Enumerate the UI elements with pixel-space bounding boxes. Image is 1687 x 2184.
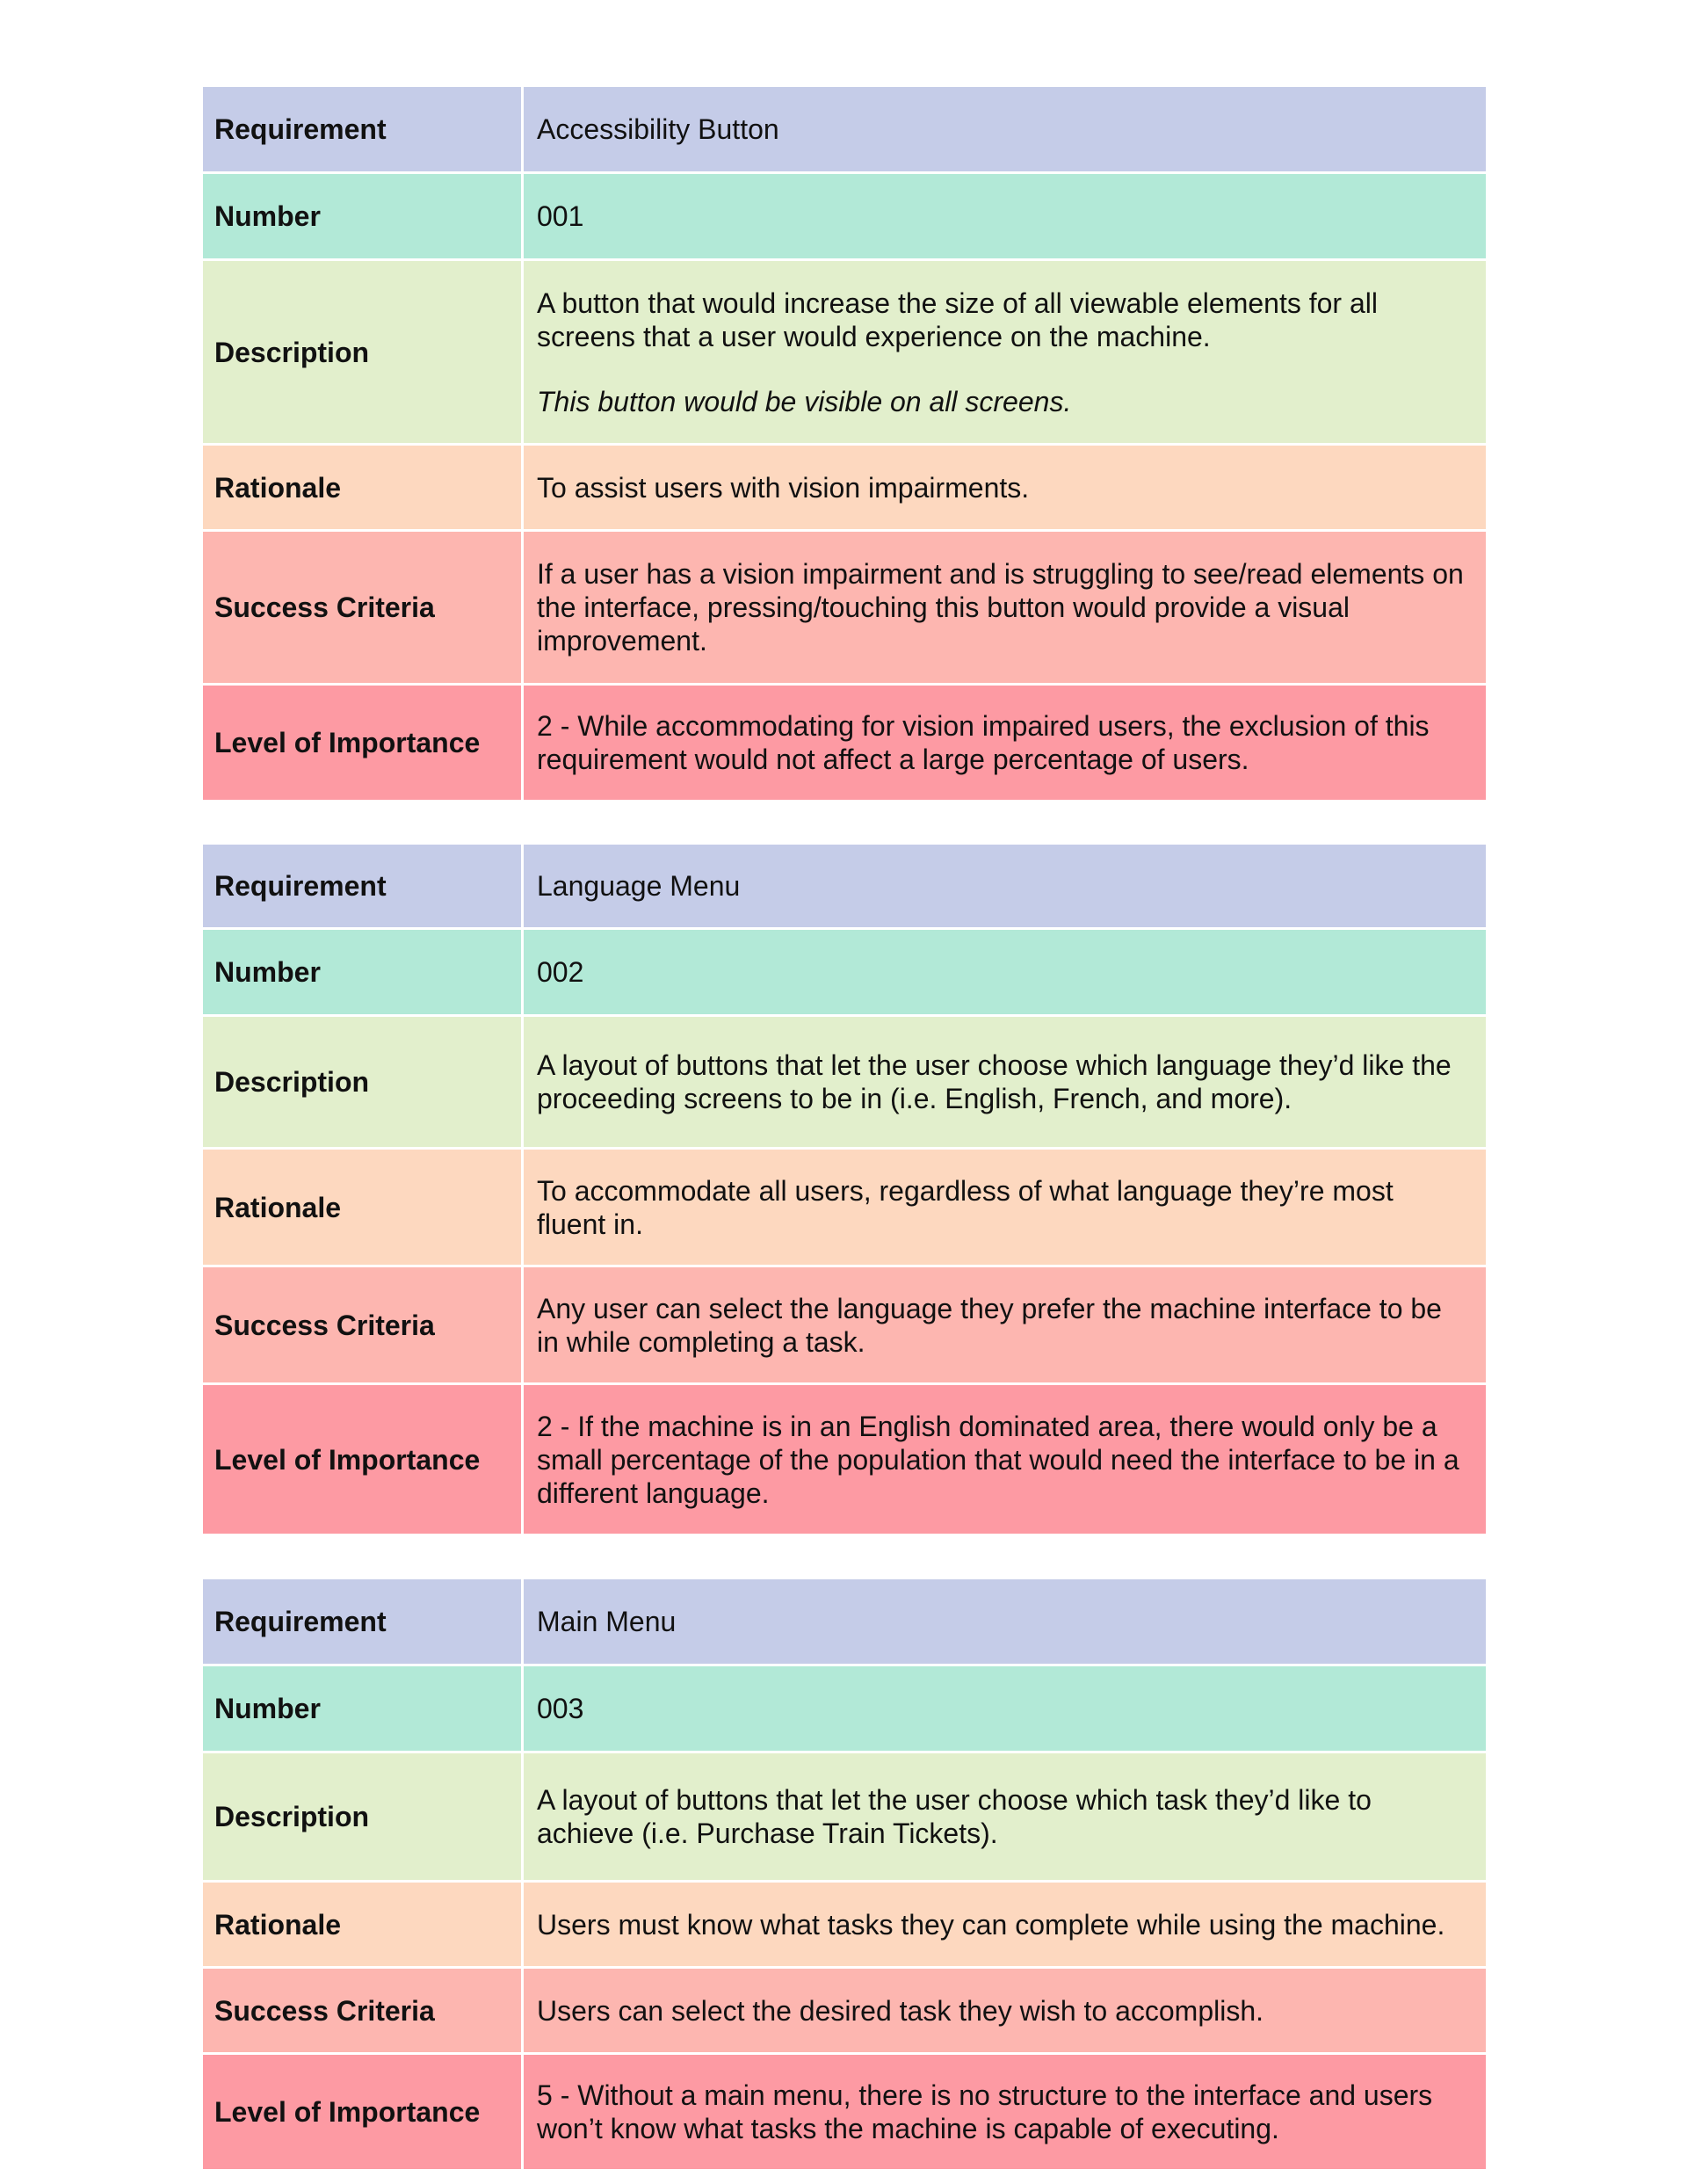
- description-value: A layout of buttons that let the user choose which language they’d like the proceeding screens to be in (i.e. English, French, and more).: [523, 1016, 1488, 1149]
- level-of-importance-label: Level of Importance: [202, 2054, 523, 2171]
- rationale-label: Rationale: [202, 445, 523, 531]
- table-row: [202, 1882, 1488, 1968]
- requirement-label: Requirement: [202, 1578, 523, 1665]
- level-of-importance-label: Level of Importance: [202, 1384, 523, 1535]
- description-text: A button that would increase the size of all viewable elements for all screens that a user would experience on the machine.: [537, 287, 1378, 352]
- table-row: [202, 86, 1488, 173]
- requirement-label: Requirement: [202, 86, 523, 173]
- table-row: [202, 1968, 1488, 2054]
- level-of-importance-label: Level of Importance: [202, 685, 523, 802]
- description-label: Description: [202, 1752, 523, 1882]
- requirement-value: Language Menu: [523, 844, 1488, 929]
- success-criteria-label: Success Criteria: [202, 1968, 523, 2054]
- document-page: [200, 84, 1488, 2172]
- description-label: Description: [202, 1016, 523, 1149]
- table-row: [202, 173, 1488, 260]
- description-value: [523, 260, 1488, 445]
- rationale-value: To assist users with vision impairments.: [523, 445, 1488, 531]
- number-label: Number: [202, 929, 523, 1016]
- number-value: 003: [523, 1665, 1488, 1752]
- requirement-label: Requirement: [202, 844, 523, 929]
- number-value: 001: [523, 173, 1488, 260]
- success-criteria-label: Success Criteria: [202, 1266, 523, 1384]
- table-row: [202, 844, 1488, 929]
- table-row: [202, 685, 1488, 802]
- number-value: 002: [523, 929, 1488, 1016]
- rationale-value: Users must know what tasks they can complete while using the machine.: [523, 1882, 1488, 1968]
- table-row: [202, 1578, 1488, 1665]
- success-criteria-value: Any user can select the language they prefer the machine interface to be in while completing a task.: [523, 1266, 1488, 1384]
- requirement-table: [200, 1577, 1488, 2172]
- table-row: [202, 445, 1488, 531]
- requirement-table: [200, 842, 1488, 1536]
- requirement-table: [200, 84, 1488, 802]
- description-label: Description: [202, 260, 523, 445]
- level-of-importance-value: 5 - Without a main menu, there is no structure to the interface and users won’t know what tasks the machine is capable of executing.: [523, 2054, 1488, 2171]
- level-of-importance-value: 2 - If the machine is in an English dominated area, there would only be a small percentage of the population that would need the interface to be in a different language.: [523, 1384, 1488, 1535]
- table-row: [202, 1384, 1488, 1535]
- success-criteria-value: If a user has a vision impairment and is struggling to see/read elements on the interface, pressing/touching this button would provide a visual improvement.: [523, 531, 1488, 685]
- number-label: Number: [202, 1665, 523, 1752]
- requirement-value: Accessibility Button: [523, 86, 1488, 173]
- rationale-label: Rationale: [202, 1149, 523, 1266]
- rationale-label: Rationale: [202, 1882, 523, 1968]
- table-row: [202, 531, 1488, 685]
- table-row: [202, 1665, 1488, 1752]
- description-value: A layout of buttons that let the user choose which task they’d like to achieve (i.e. Purchase Train Tickets).: [523, 1752, 1488, 1882]
- table-row: [202, 1149, 1488, 1266]
- requirement-value: Main Menu: [523, 1578, 1488, 1665]
- level-of-importance-value: 2 - While accommodating for vision impaired users, the exclusion of this requirement would not affect a large percentage of users.: [523, 685, 1488, 802]
- table-row: [202, 1752, 1488, 1882]
- description-note: This button would be visible on all screens.: [537, 385, 1072, 417]
- table-row: [202, 1016, 1488, 1149]
- table-row: [202, 929, 1488, 1016]
- table-row: [202, 260, 1488, 445]
- success-criteria-label: Success Criteria: [202, 531, 523, 685]
- table-row: [202, 1266, 1488, 1384]
- table-row: [202, 2054, 1488, 2171]
- number-label: Number: [202, 173, 523, 260]
- success-criteria-value: Users can select the desired task they wish to accomplish.: [523, 1968, 1488, 2054]
- rationale-value: To accommodate all users, regardless of what language they’re most fluent in.: [523, 1149, 1488, 1266]
